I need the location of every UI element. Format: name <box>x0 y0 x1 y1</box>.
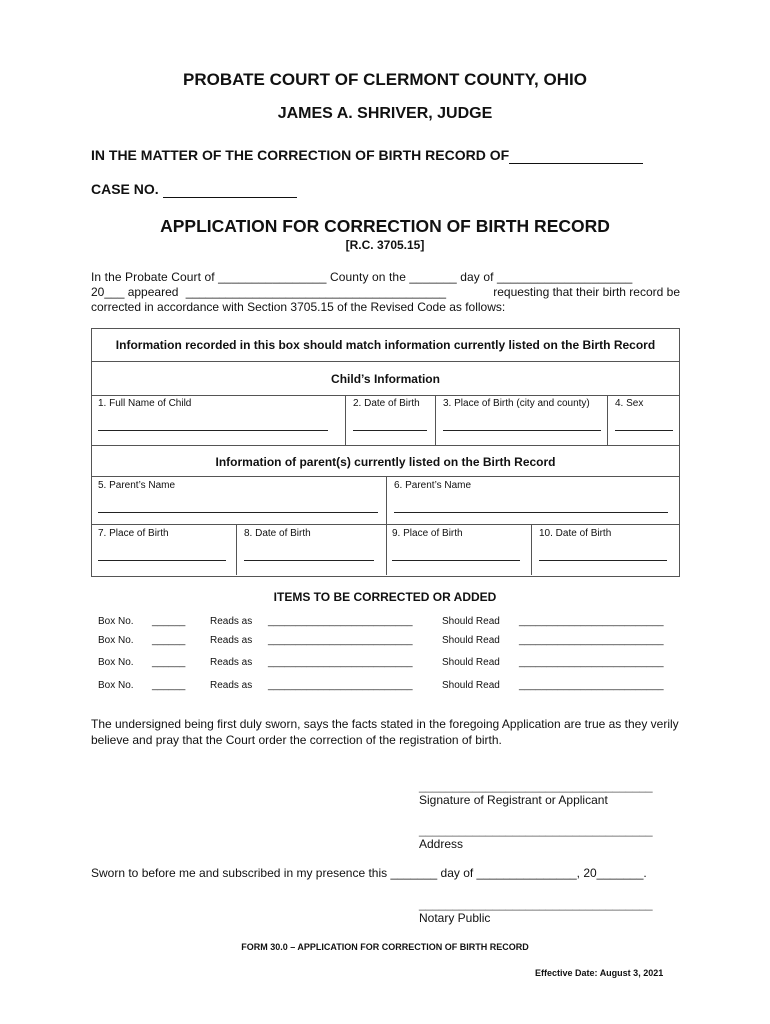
box-no-label: Box No. <box>98 657 134 668</box>
statute-ref: [R.C. 3705.15] <box>345 238 425 252</box>
should-read-field[interactable]: __________________________ <box>519 635 664 646</box>
child-pob-label: 3. Place of Birth (city and county) <box>443 398 590 409</box>
should-read-field[interactable]: __________________________ <box>519 657 664 668</box>
notary-line[interactable]: ___________________________________ <box>419 897 653 911</box>
divider <box>386 476 387 524</box>
oath-text: The undersigned being first duly sworn, says the facts stated in the foregoing Application are true as they verily believe and pray that the Court order the correction of the registration of birth. <box>91 717 679 747</box>
reads-as-label: Reads as <box>210 680 253 691</box>
box-heading: Information recorded in this box should match information currently listed on the Birth Record <box>115 338 656 352</box>
divider <box>91 445 680 446</box>
parent2-dob-field[interactable] <box>539 560 667 561</box>
intro-requesting: requesting that their birth record be <box>493 285 680 299</box>
judge-name: JAMES A. SHRIVER, JUDGE <box>277 105 493 122</box>
parent1-dob-label: 8. Date of Birth <box>244 528 311 539</box>
case-no-label: CASE NO. <box>91 181 159 197</box>
box-no-label: Box No. <box>98 635 134 646</box>
form-title: APPLICATION FOR CORRECTION OF BIRTH RECORD <box>160 216 610 236</box>
reads-as-field[interactable]: __________________________ <box>268 635 413 646</box>
matter-label: IN THE MATTER OF THE CORRECTION OF BIRTH RECORD OF <box>91 147 510 163</box>
intro-line-1: In the Probate Court of ________________ County on the _______ day of ____________________ <box>91 270 633 284</box>
reads-as-field[interactable]: __________________________ <box>268 616 413 627</box>
child-name-label: 1. Full Name of Child <box>98 398 192 409</box>
registrant-signature-label: Signature of Registrant or Applicant <box>419 793 608 807</box>
intro-appeared: 20___ appeared <box>91 285 179 299</box>
reads-as-label: Reads as <box>210 616 253 627</box>
parent1-name-field[interactable] <box>98 512 378 513</box>
parent1-dob-field[interactable] <box>244 560 374 561</box>
effective-date: Effective Date: August 3, 2021 <box>535 968 664 978</box>
parent2-pob-label: 9. Place of Birth <box>392 528 463 539</box>
sworn-statement: Sworn to before me and subscribed in my presence this _______ day of _______________, 20_______. <box>91 866 647 880</box>
child-dob-field[interactable] <box>353 430 427 431</box>
box-no-field[interactable]: ______ <box>152 635 186 646</box>
parent1-pob-label: 7. Place of Birth <box>98 528 169 539</box>
child-sex-label: 4. Sex <box>615 398 644 409</box>
address-label: Address <box>419 837 464 851</box>
parent1-pob-field[interactable] <box>98 560 226 561</box>
divider <box>386 524 387 575</box>
child-info-heading: Child’s Information <box>331 372 440 386</box>
reads-as-label: Reads as <box>210 657 253 668</box>
should-read-label: Should Read <box>442 680 500 691</box>
child-dob-label: 2. Date of Birth <box>353 398 420 409</box>
should-read-label: Should Read <box>442 616 500 627</box>
matter-line <box>91 147 643 164</box>
matter-name-field[interactable] <box>509 147 643 164</box>
box-no-label: Box No. <box>98 616 134 627</box>
divider <box>607 395 608 445</box>
court-title: PROBATE COURT OF CLERMONT COUNTY, OHIO <box>183 70 587 89</box>
should-read-field[interactable]: __________________________ <box>519 616 664 627</box>
divider <box>435 395 436 445</box>
child-pob-field[interactable] <box>443 430 601 431</box>
should-read-label: Should Read <box>442 657 500 668</box>
applicant-name-field[interactable]: _______________________________________ <box>185 285 447 299</box>
corrections-heading: ITEMS TO BE CORRECTED OR ADDED <box>273 590 497 604</box>
box-no-field[interactable]: ______ <box>152 680 186 691</box>
parent2-pob-field[interactable] <box>392 560 520 561</box>
divider <box>531 524 532 575</box>
parent2-dob-label: 10. Date of Birth <box>539 528 612 539</box>
box-no-field[interactable]: ______ <box>152 616 186 627</box>
divider <box>91 395 680 396</box>
parent1-name-label: 5. Parent’s Name <box>98 480 176 491</box>
notary-label: Notary Public <box>419 911 491 925</box>
reads-as-field[interactable]: __________________________ <box>268 680 413 691</box>
parent-info-heading: Information of parent(s) currently listed on the Birth Record <box>215 455 556 469</box>
box-no-field[interactable]: ______ <box>152 657 186 668</box>
address-line[interactable]: ___________________________________ <box>419 823 653 837</box>
intro-line-2 <box>91 285 680 299</box>
divider <box>91 361 680 362</box>
child-sex-field[interactable] <box>615 430 673 431</box>
parent2-name-label: 6. Parent’s Name <box>394 480 472 491</box>
child-name-field[interactable] <box>98 430 328 431</box>
form-number: FORM 30.0 – APPLICATION FOR CORRECTION OF BIRTH RECORD <box>241 942 529 952</box>
should-read-label: Should Read <box>442 635 500 646</box>
case-no-field[interactable] <box>163 181 297 198</box>
divider <box>345 395 346 445</box>
reads-as-label: Reads as <box>210 635 253 646</box>
should-read-field[interactable]: __________________________ <box>519 680 664 691</box>
intro-line-3: corrected in accordance with Section 3705.15 of the Revised Code as follows: <box>91 300 506 314</box>
reads-as-field[interactable]: __________________________ <box>268 657 413 668</box>
parent2-name-field[interactable] <box>394 512 668 513</box>
case-line <box>91 181 297 198</box>
box-no-label: Box No. <box>98 680 134 691</box>
signature-line[interactable]: ___________________________________ <box>419 779 653 793</box>
divider <box>236 524 237 575</box>
